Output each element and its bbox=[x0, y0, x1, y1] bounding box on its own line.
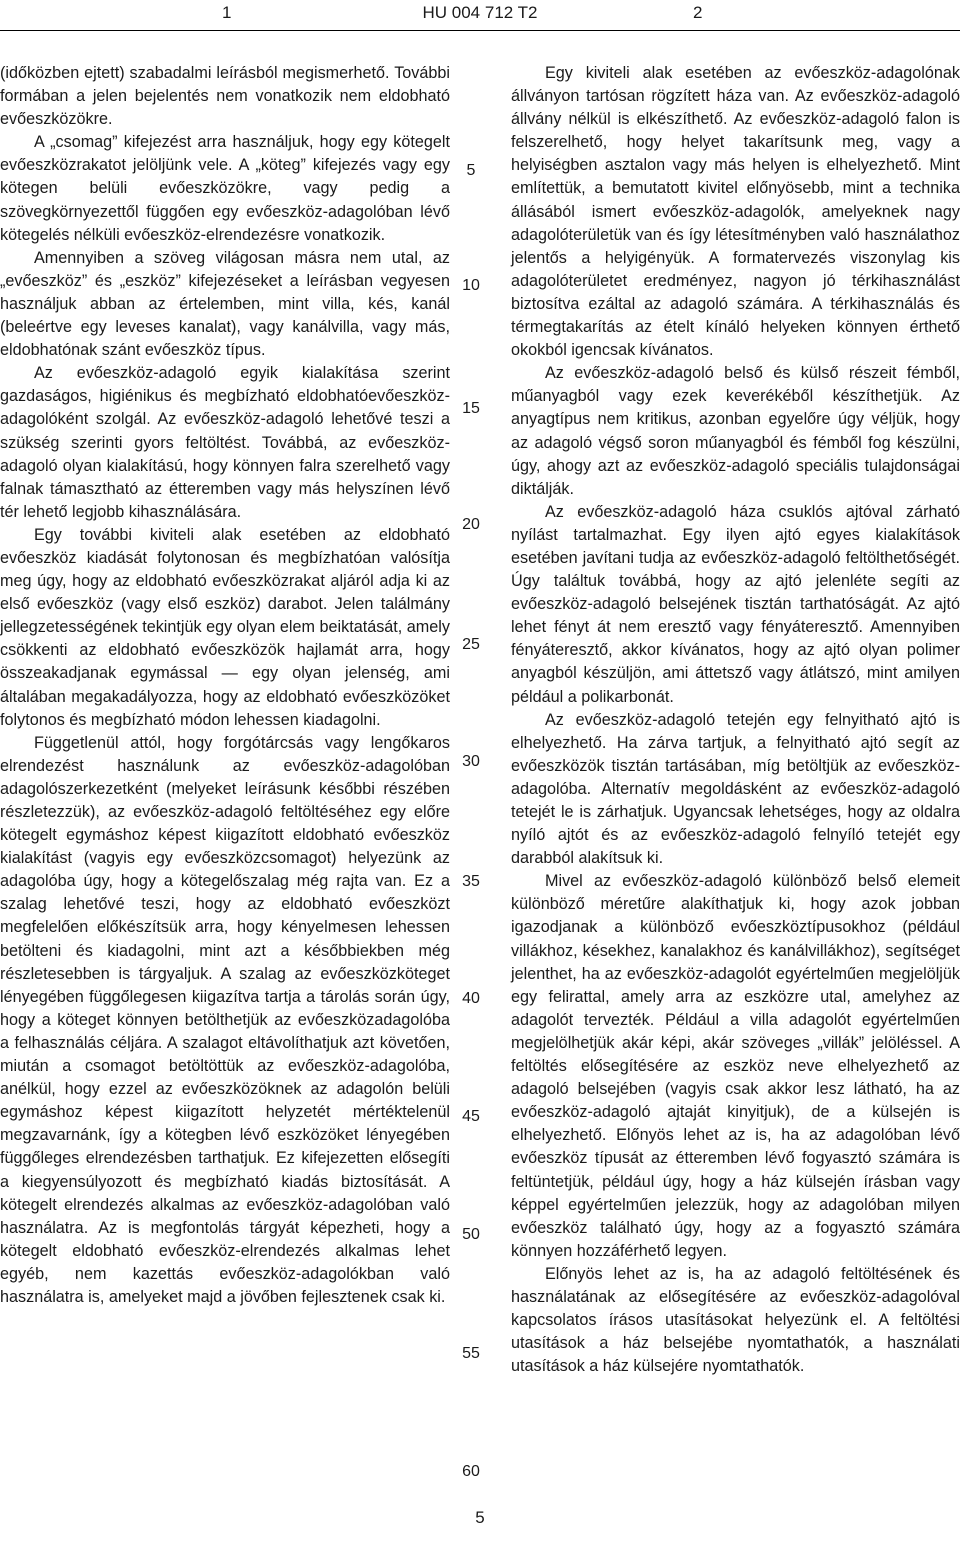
paragraph: (időközben ejtett) szabadalmi leírásból megismerhető. További formában a jelen bejelentés nem vonatkozik nem eldobható evőeszközökre. bbox=[0, 64, 450, 129]
footer-page-number: 5 bbox=[475, 1508, 485, 1527]
paragraph: Egy kiviteli alak esetében az evőeszköz-adagolónak állványon tartósan rögzített háza van. Az evőeszköz-adagoló állvány nélkül is elkészíthető. Az evőeszköz-adagoló falon is felszerelhető, hogy helyet takarítsunk meg, vagy a helyiségben asztalon vagy más helyen is elhelyezhető. Mint említettük, a bemutatott kivitel előnyösebb, mint a technika állásából ismert evőeszköz-adagolók, amelyeknek nagy adagolóterületük van és így létesítményben való használathoz jelentős a helyigényük. A formatervezés viszonylag kis adagolóterületet eredményez, nagyon jó térkihasználást biztosítva ezáltal az adagoló számára. A térkihasználás és térmegtakarítás az ételt kínáló helyeken könnyen érthető okokból igencsak kívánatos. bbox=[511, 64, 960, 360]
paragraph: Az evőeszköz-adagoló egyik kialakítása szerint gazdaságos, higiénikus és megbízható eldobhatóevőeszköz-adagolóként szolgál. Az evőeszköz-adagoló lehetővé teszi a szükség szerinti gyors feltöltést. Továbbá, az evőeszköz-adagoló olyan kialakítású, hogy könnyen falra szerelhető vagy falnak támasztható az étteremben vagy más helyszínen lévő tér lehető legjobb kihasználására. bbox=[0, 364, 450, 521]
paragraph: Az evőeszköz-adagoló tetején egy felnyitható ajtó is elhelyezhető. Ha zárva tartjuk, a felnyitható ajtó segít az evőeszközök tisztán tartásában, míg betöltjük az evőeszköz-adagolóba. Alternatív megoldásként az evőeszköz-adagoló tetejét le is zárhatjuk. Ugyancsak lehetséges, hogy az oldalra nyíló ajtót és az evőeszköz-adagoló felnyíló tetejét egy darabból alakítsuk ki. bbox=[511, 710, 960, 868]
line-number: 5 bbox=[466, 162, 476, 179]
line-number: 40 bbox=[462, 990, 480, 1007]
header-document-number: HU 004 712 T2 bbox=[422, 3, 538, 22]
paragraph: Egy további kiviteli alak esetében az eldobható evőeszköz kiadását folytonosan és megbízhatóan valósítja meg úgy, hogy az eldobható evőeszközrakat aljáról adja ki az első evőeszköz (vagy első eszköz) darabot. Jelen találmány jellegzetességének tekintjük egy olyan elem beiktatását, amely csökkenti az eldobható evőeszközök hajlamát arra, hogy összeakadjanak egymással — egy olyan jelenség, ami általában megakadályozza, hogy az eldobható evőeszközöket folytonos és megbízható módon lehessen kiadagolni. bbox=[0, 525, 450, 729]
line-number: 55 bbox=[462, 1345, 480, 1362]
paragraph: Mivel az evőeszköz-adagoló különböző belső elemeit különböző méretűre alakíthatjuk ki, hogy azok jobban igazodjanak a különböző evőeszköztípusokhoz (például villákhoz, késekhez, kanalakhoz és kanálvillákhoz), segítséget jelenthet, ha az evőeszköz-adagolót egyértelműen megjelöljük egy felirattal, amely arra az eszközre utal, amelyhez az adagolót tervezték. Például a villa adagolót egyértelműen megjelölhetjük akár képi, akár szöveges „villák” jelöléssel. A feltöltés elősegítésére az eszköz neve elhelyezhető az adagoló belsejében (vagyis csak akkor lesz látható, ha az evőeszköz-adagoló ajtaját kinyitjuk), de a külsején is elhelyezhető. Előnyös lehet az is, ha az adagolóban lévő evőeszköz típusát az étteremben lévő fogyasztó számára is feltüntetjük, például úgy, hogy a ház külsején írásban vagy képpel egyértelműen jelezzük, hogy az adagolóban milyen evőeszköz található úgy, hogy az a fogyasztó számára könnyen hozzáférhető legyen. bbox=[511, 872, 960, 1260]
line-number: 35 bbox=[462, 873, 480, 890]
line-number: 45 bbox=[462, 1108, 480, 1125]
page-header bbox=[0, 0, 960, 30]
line-number: 30 bbox=[462, 753, 480, 770]
header-right-page-number: 2 bbox=[693, 3, 703, 22]
paragraph: Előnyös lehet az is, ha az adagoló feltöltésének és használatának az elősegítésére az evőeszköz-adagolóval kapcsolatos írásos utasításokat helyezünk el. A feltöltési utasítások a ház belsejébe nyomtathatók, a használati utasítások a ház külsejére nyomtathatók. bbox=[511, 1264, 960, 1376]
line-number: 20 bbox=[462, 516, 480, 533]
paragraph: Amennyiben a szöveg világosan másra nem utal, az „evőeszköz” és „eszköz” kifejezéseket a leírásban vegyesen használjuk abban az értelemben, mint villa, kés, kanál (beleértve egy leveses kanalat), vagy kanálvilla, vagy más, eldobhatónak szánt evőeszköz típus. bbox=[0, 248, 450, 360]
paragraph: A „csomag” kifejezést arra használjuk, hogy egy kötegelt evőeszközrakatot jelöljünk vele. A „köteg” kifejezés vagy egy kötegen belüli evőeszközökre, vagy pedig a szövegkörnyezettől függően egy evőeszköz-adagolóban lévő kötegelés nélküli evőeszköz-elrendezésre vonatkozik. bbox=[0, 133, 450, 244]
paragraph: Az evőeszköz-adagoló belső és külső részeit fémből, műanyagból vagy ezek keverékéből készíthetjük. Az anyagtípus nem kritikus, azonban egyelőre úgy véljük, hogy az adagoló végső soron műanyagból és fémből fog készülni, úgy, ahogy azt az evőeszköz-adagoló speciális tulajdonságai diktálják. bbox=[511, 364, 960, 498]
paragraph: Az evőeszköz-adagoló háza csuklós ajtóval zárható nyílást tartalmazhat. Egy ilyen ajtó egyes kialakítások esetében javítani tudja az evőeszköz-adagoló feltölthetőségét. Úgy találtuk továbbá, hogy az ajtó jelenléte segíti az evőeszköz-adagoló belsejének tisztán tarthatóságát. Az ajtó lehet fényt át nem eresztő vagy fényáteresztő. Amennyiben fényáteresztő, akkor kívánatos, hogy az ajtó olyan polimer anyagból készüljön, ami áttetsző vagy átlátszó, mint amilyen például a polikarbonát. bbox=[511, 502, 960, 706]
left-column bbox=[0, 62, 450, 1309]
line-number: 60 bbox=[462, 1463, 480, 1480]
line-number: 25 bbox=[462, 636, 480, 653]
line-number: 10 bbox=[462, 277, 480, 294]
line-number: 15 bbox=[462, 400, 480, 417]
header-rule bbox=[0, 30, 960, 31]
header-left-page-number: 1 bbox=[222, 3, 232, 22]
right-column bbox=[511, 62, 960, 1378]
line-number: 50 bbox=[462, 1226, 480, 1243]
paragraph: Függetlenül attól, hogy forgótárcsás vagy lengőkaros elrendezést használunk az evőeszköz-adagolóban adagolószerkezetként (melyeket leírásunk későbbi részében részletezzük), az evőeszköz-adagoló feltöltéséhez egy előre kötegelt egymáshoz képest kiigazított eldobható evőeszköz kialakítást (vagyis egy evőeszközcsomagot) helyezünk az adagolóba úgy, hogy a kötegelőszalag még rajta van. Ez a szalag lehetővé teszi, hogy az eldobható evőeszközt megfelelően előkészítsük arra, hogy kényelmesen lehessen betölteni és kiadagolni, mint azt a későbbiekben még részletesebben is tárgyaljuk. A szalag az evőeszközköteget lényegében függőlegesen kiigazítva tartja a tárolás során úgy, hogy a köteget könnyen betölthetjük az evőeszközadagolóba a felhasználás céljára. A szalagot eltávolíthatjuk azt követően, miután a csomagot betöltöttük az evőeszköz-adagolóba, anélkül, hogy ezzel az evőeszközöknek az adagolón belüli egymáshoz képest kiigazított helyzetét mértéktelenül megzavarnánk, így a kötegben lévő eszközöket lényegében függőleges elrendezésben tarthatjuk. Ez kifejezetten elősegíti a kiegyensúlyozott és megbízható kiadás biztosítását. A kötegelt elrendezés alkalmas az evőeszköz-adagolóban való használatra. Az is megfontolás tárgyát képezheti, hogy a kötegelt eldobható evőeszköz-elrendezés alkalmas lehet egyéb, nem kazettás evőeszköz-adagolókban való használatra is, amelyeket majd a jövőben fejlesztenek csak ki. bbox=[0, 733, 450, 1306]
